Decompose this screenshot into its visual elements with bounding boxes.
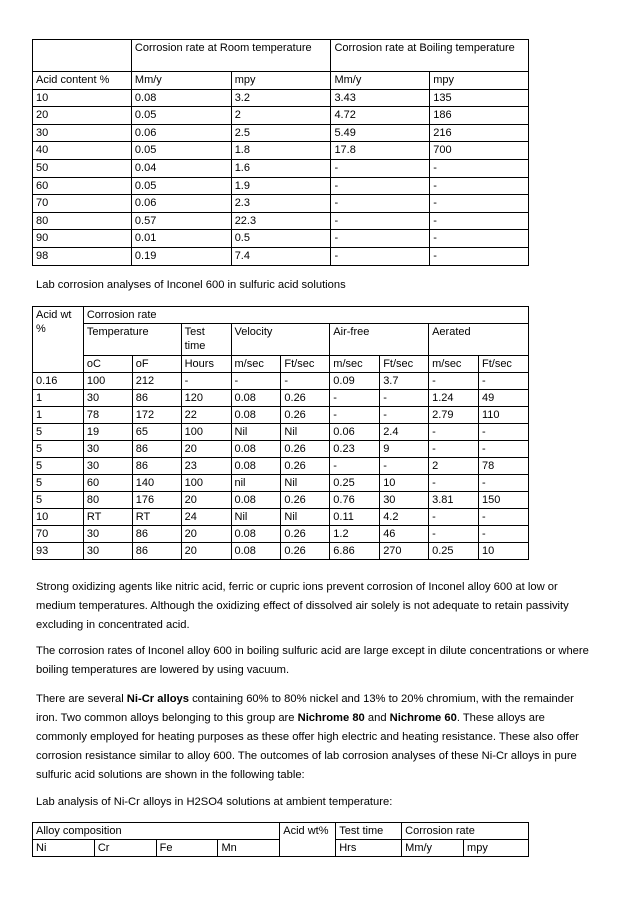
ni-cr-alloys-paragraph <box>36 690 596 785</box>
table-cell: 0.05 <box>131 107 231 125</box>
table-cell: 5 <box>33 458 84 475</box>
table-cell: 700 <box>430 142 529 160</box>
inconel-corrosion-table <box>32 306 529 560</box>
table-cell: - <box>331 212 430 230</box>
table-cell: 110 <box>478 407 528 424</box>
table-cell: 0.5 <box>231 230 331 248</box>
table-cell: 10 <box>380 475 429 492</box>
paragraph-text: . These alloys are commonly employed for heating purposes as these offer high electric and heating resistance. These also offer corrosion resistance similar to alloy 600. The outcomes of lab corrosion analyses of these Ni-Cr alloys in pure sulfuric acid solutions are shown in the following table: <box>36 712 579 781</box>
table-subheader-row <box>33 356 529 373</box>
table-cell: 5 <box>33 492 84 509</box>
table-cell: 4.2 <box>380 509 429 526</box>
table-cell: 30 <box>83 390 132 407</box>
table-cell: 0.26 <box>281 441 330 458</box>
table-row <box>33 526 529 543</box>
table-header-row <box>33 324 529 356</box>
table-cell: 0.26 <box>281 492 330 509</box>
table-cell: - <box>380 390 429 407</box>
table-cell: nil <box>231 475 281 492</box>
table-cell: 98 <box>33 247 132 265</box>
header-mpy-boiling: mpy <box>430 72 529 90</box>
table-cell: - <box>478 424 528 441</box>
table-cell: - <box>429 441 479 458</box>
header-temperature: Temperature <box>83 324 181 356</box>
subheader-cell: Ft/sec <box>380 356 429 373</box>
table-cell: - <box>331 247 430 265</box>
table-cell: 3.43 <box>331 89 430 107</box>
oxidizing-agents-paragraph: Strong oxidizing agents like nitric acid, ferric or cupric ions prevent corrosion of Inconel alloy 600 at low or medium temperatures. Although the oxidizing effect of dissolved air solely is not adequate to retain passivity excluding in concentrated acid. <box>36 581 569 631</box>
table-cell: 20 <box>181 441 231 458</box>
table-cell: 0.01 <box>131 230 231 248</box>
table-row <box>33 509 529 526</box>
table-cell: 100 <box>181 424 231 441</box>
table-cell: - <box>331 195 430 213</box>
table-cell: - <box>478 475 528 492</box>
table-cell: 49 <box>478 390 528 407</box>
table-cell: 5 <box>33 475 84 492</box>
table-cell: 3.7 <box>380 373 429 390</box>
table-cell: 30 <box>83 441 132 458</box>
table-cell: 0.25 <box>429 543 479 560</box>
paragraph-text: containing 60% to 80% nickel and 13% to 20% chromium, with the remainder iron. Two common alloys belonging to this group are <box>36 693 574 724</box>
table-cell: 80 <box>33 212 132 230</box>
table-cell: RT <box>83 509 132 526</box>
table-cell: 24 <box>181 509 231 526</box>
header-test-time: Test time <box>336 823 402 840</box>
table-cell: 0.08 <box>131 89 231 107</box>
table-row <box>33 424 529 441</box>
table-cell: 2 <box>231 107 331 125</box>
table-cell: 172 <box>132 407 181 424</box>
table-cell: 0.06 <box>131 195 231 213</box>
table-cell: 5 <box>33 424 84 441</box>
subheader-cell: Ft/sec <box>478 356 528 373</box>
table-cell: 30 <box>83 458 132 475</box>
subheader-cell: Ft/sec <box>281 356 330 373</box>
table-cell: - <box>478 509 528 526</box>
table-cell: 70 <box>33 195 132 213</box>
table-cell: 90 <box>33 230 132 248</box>
table-cell: 20 <box>181 543 231 560</box>
table-cell: 1 <box>33 407 84 424</box>
table-cell: 5.49 <box>331 124 430 142</box>
table-row <box>33 475 529 492</box>
table-cell: - <box>429 526 479 543</box>
table-cell: 65 <box>132 424 181 441</box>
header-acid-wt: Acid wt% <box>280 823 336 857</box>
subheader-cell: m/sec <box>429 356 479 373</box>
table-row <box>33 441 529 458</box>
table-cell: 0.26 <box>281 526 330 543</box>
table-cell: 1.24 <box>429 390 479 407</box>
table-cell: 0.26 <box>281 458 330 475</box>
table-cell: 150 <box>478 492 528 509</box>
table-cell: 0.05 <box>131 142 231 160</box>
table-cell: 30 <box>380 492 429 509</box>
table-cell: 19 <box>83 424 132 441</box>
table-cell: - <box>430 177 529 195</box>
table-cell: - <box>478 441 528 458</box>
bold-term-nichrome-60: Nichrome 60 <box>389 712 457 724</box>
table-cell: 0.04 <box>131 159 231 177</box>
header-boiling-temperature: Corrosion rate at Boiling temperature <box>331 40 529 72</box>
subheader-cell: m/sec <box>330 356 380 373</box>
table-cell: 20 <box>181 526 231 543</box>
table-row <box>33 458 529 475</box>
paragraph-text: and <box>364 712 390 724</box>
table-cell: - <box>331 230 430 248</box>
table-cell: Nil <box>281 475 330 492</box>
table-cell: 120 <box>181 390 231 407</box>
table-row <box>33 177 529 195</box>
table-cell: - <box>281 373 330 390</box>
table-cell: 0.08 <box>231 492 281 509</box>
table-cell: 0.06 <box>330 424 380 441</box>
header-corrosion-rate: Corrosion rate <box>83 307 528 324</box>
table-cell: 78 <box>83 407 132 424</box>
table-cell: 70 <box>33 526 84 543</box>
table-row <box>33 107 529 125</box>
table-cell: 0.57 <box>131 212 231 230</box>
table-cell: 186 <box>430 107 529 125</box>
header-corrosion-rate: Corrosion rate <box>402 823 529 840</box>
table-cell: 2.3 <box>231 195 331 213</box>
header-mmy-boiling: Mm/y <box>331 72 430 90</box>
table-cell: 2 <box>429 458 479 475</box>
table-cell: 40 <box>33 142 132 160</box>
paragraph-text: There are several <box>36 693 127 705</box>
header-alloy-composition: Alloy composition <box>33 823 280 840</box>
header-test-time: Test time <box>181 324 231 356</box>
header-air-free: Air-free <box>330 324 429 356</box>
table-cell: 0.08 <box>231 526 281 543</box>
inconel-table-caption: Lab corrosion analyses of Inconel 600 in sulfuric acid solutions <box>36 279 346 291</box>
table-cell: 1.9 <box>231 177 331 195</box>
table-cell: 0.08 <box>231 390 281 407</box>
table-cell: Nil <box>281 424 330 441</box>
table-cell: 22.3 <box>231 212 331 230</box>
table-cell: 78 <box>478 458 528 475</box>
table-cell: 3.2 <box>231 89 331 107</box>
table-cell: - <box>429 424 479 441</box>
table-cell: 23 <box>181 458 231 475</box>
table-cell: 0.25 <box>330 475 380 492</box>
table-cell: 17.8 <box>331 142 430 160</box>
header-mpy: mpy <box>464 840 529 857</box>
header-mpy-room: mpy <box>231 72 331 90</box>
table-row <box>33 230 529 248</box>
table-cell: 0.26 <box>281 543 330 560</box>
table-cell: 22 <box>181 407 231 424</box>
header-acid-content: Acid content % <box>33 72 132 90</box>
table-cell: - <box>430 159 529 177</box>
table-row <box>33 543 529 560</box>
bold-term-ni-cr-alloys: Ni-Cr alloys <box>126 693 189 705</box>
table-cell: 60 <box>33 177 132 195</box>
table-cell: 3.81 <box>429 492 479 509</box>
table-cell: - <box>478 526 528 543</box>
header-aerated: Aerated <box>429 324 529 356</box>
table-cell: - <box>429 509 479 526</box>
table-cell: 46 <box>380 526 429 543</box>
table-cell: 140 <box>132 475 181 492</box>
table-cell: 0.08 <box>231 458 281 475</box>
table-cell: - <box>430 247 529 265</box>
table-cell: - <box>330 390 380 407</box>
table-cell: - <box>330 458 380 475</box>
table-cell: - <box>478 373 528 390</box>
table-cell: 80 <box>83 492 132 509</box>
ni-cr-table-caption: Lab analysis of Ni-Cr alloys in H2SO4 solutions at ambient temperature: <box>36 796 393 808</box>
table-cell: - <box>429 373 479 390</box>
table-cell: - <box>331 159 430 177</box>
table-cell: - <box>429 475 479 492</box>
table-cell: 7.4 <box>231 247 331 265</box>
table-cell: 10 <box>33 89 132 107</box>
header-fe: Fe <box>156 840 218 857</box>
table-cell: 9 <box>380 441 429 458</box>
subheader-cell: oF <box>132 356 181 373</box>
table-cell: 10 <box>478 543 528 560</box>
table-header-row <box>33 307 529 324</box>
table-cell: - <box>430 212 529 230</box>
header-hrs: Hrs <box>336 840 402 857</box>
header-velocity: Velocity <box>231 324 330 356</box>
table-cell: - <box>380 458 429 475</box>
subheader-cell: m/sec <box>231 356 281 373</box>
table-row <box>33 247 529 265</box>
table-cell: 0.26 <box>281 390 330 407</box>
table-subheader-row <box>33 72 529 90</box>
table-cell: - <box>231 373 281 390</box>
table-row <box>33 407 529 424</box>
table-cell: 0.16 <box>33 373 84 390</box>
table-cell: 0.76 <box>330 492 380 509</box>
table-cell: - <box>430 230 529 248</box>
table-cell: 20 <box>181 492 231 509</box>
table-cell: 0.08 <box>231 441 281 458</box>
bold-term-nichrome-80: Nichrome 80 <box>297 712 365 724</box>
header-ni: Ni <box>33 840 95 857</box>
table-cell: RT <box>132 509 181 526</box>
table-cell: 30 <box>33 124 132 142</box>
table-cell: 86 <box>132 543 181 560</box>
table-cell: 1.8 <box>231 142 331 160</box>
header-mn: Mn <box>218 840 280 857</box>
table-header-row <box>33 40 529 72</box>
table-row <box>33 390 529 407</box>
subheader-cell: oC <box>83 356 132 373</box>
table-cell: 6.86 <box>330 543 380 560</box>
table-cell: 5 <box>33 441 84 458</box>
table-cell: 30 <box>83 543 132 560</box>
table-cell: 0.09 <box>330 373 380 390</box>
table-cell: 86 <box>132 458 181 475</box>
header-cr: Cr <box>94 840 156 857</box>
header-mmy-room: Mm/y <box>131 72 231 90</box>
table-cell: Nil <box>281 509 330 526</box>
header-room-temperature: Corrosion rate at Room temperature <box>131 40 331 72</box>
table-cell: 50 <box>33 159 132 177</box>
table-cell: 100 <box>83 373 132 390</box>
table-cell: 0.05 <box>131 177 231 195</box>
table-cell: 0.26 <box>281 407 330 424</box>
table-cell: 176 <box>132 492 181 509</box>
table-cell: 100 <box>181 475 231 492</box>
table-cell: - <box>380 407 429 424</box>
table-header-row <box>33 823 529 840</box>
table-cell: 2.79 <box>429 407 479 424</box>
table-cell: 60 <box>83 475 132 492</box>
table-cell: 0.08 <box>231 543 281 560</box>
table-cell: 2.5 <box>231 124 331 142</box>
table-cell: 135 <box>430 89 529 107</box>
table-cell: 20 <box>33 107 132 125</box>
table-row <box>33 212 529 230</box>
table-row <box>33 195 529 213</box>
table-cell: 0.23 <box>330 441 380 458</box>
table-cell: 0.06 <box>131 124 231 142</box>
table-cell: 10 <box>33 509 84 526</box>
table-cell: 4.72 <box>331 107 430 125</box>
table-cell: 86 <box>132 526 181 543</box>
table-cell: 86 <box>132 441 181 458</box>
ni-cr-alloy-table <box>32 822 529 857</box>
table-row <box>33 373 529 390</box>
header-mmy: Mm/y <box>402 840 464 857</box>
table-cell: 2.4 <box>380 424 429 441</box>
table-cell: - <box>331 177 430 195</box>
table-cell: 0.19 <box>131 247 231 265</box>
table-cell: - <box>430 195 529 213</box>
table-cell: 1 <box>33 390 84 407</box>
table-cell: - <box>330 407 380 424</box>
table-row <box>33 492 529 509</box>
table-row <box>33 159 529 177</box>
table-cell: 93 <box>33 543 84 560</box>
boiling-acid-paragraph: The corrosion rates of Inconel alloy 600 in boiling sulfuric acid are large except in dilute concentrations or where boiling temperatures are lowered by using vacuum. <box>36 645 589 676</box>
table-cell: 270 <box>380 543 429 560</box>
table-cell: 216 <box>430 124 529 142</box>
table-cell: 1.6 <box>231 159 331 177</box>
table-cell: 30 <box>83 526 132 543</box>
table-cell: 0.08 <box>231 407 281 424</box>
table-cell: Nil <box>231 509 281 526</box>
table-header-cell <box>33 40 132 72</box>
table-cell: 1.2 <box>330 526 380 543</box>
table-cell: - <box>181 373 231 390</box>
table-row <box>33 89 529 107</box>
header-acid-wt: Acid wt % <box>33 307 84 373</box>
table-row <box>33 124 529 142</box>
room-boiling-corrosion-table <box>32 39 529 266</box>
table-cell: 212 <box>132 373 181 390</box>
table-cell: Nil <box>231 424 281 441</box>
table-cell: 0.11 <box>330 509 380 526</box>
table-row <box>33 142 529 160</box>
table-cell: 86 <box>132 390 181 407</box>
subheader-cell: Hours <box>181 356 231 373</box>
